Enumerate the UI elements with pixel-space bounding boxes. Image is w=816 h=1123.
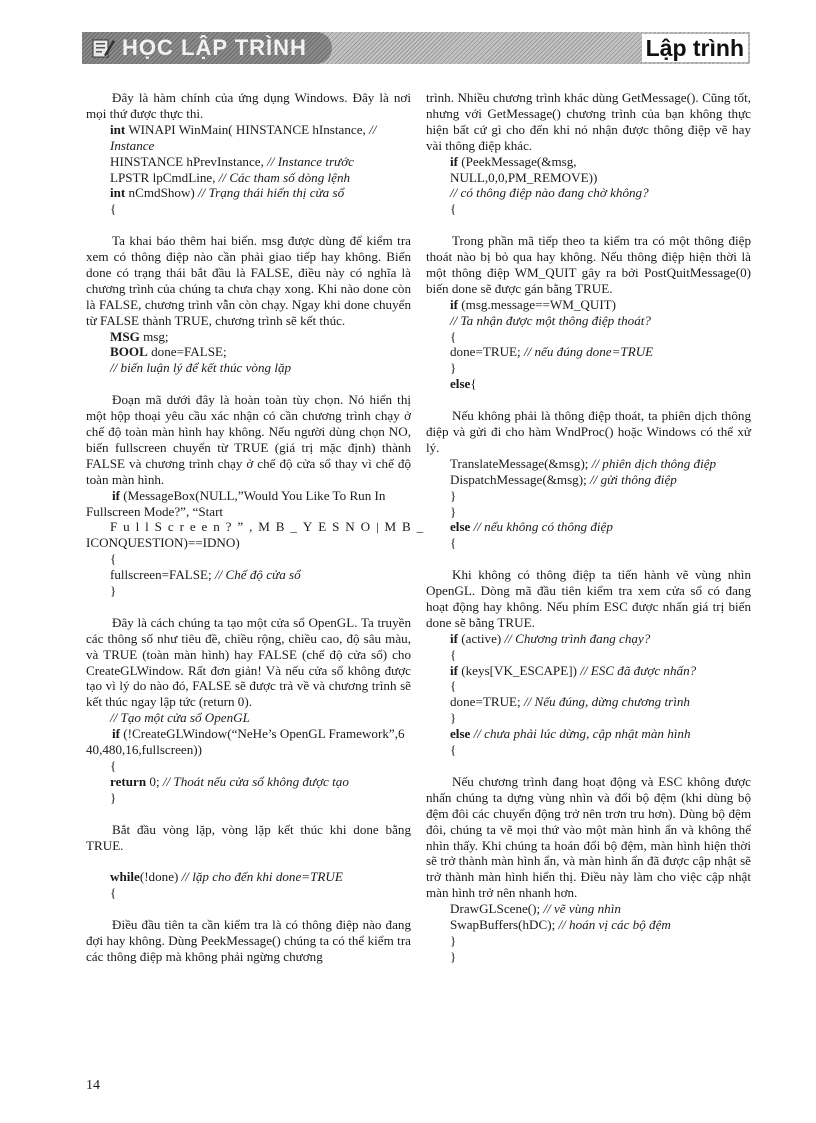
code-comment: // Nếu đúng, dừng chương trình <box>523 694 690 710</box>
code-line <box>426 344 751 360</box>
code-line <box>426 376 751 392</box>
code-line <box>86 329 411 345</box>
code-text: (msg.message==WM_QUIT) <box>458 296 617 312</box>
code-line <box>86 344 411 360</box>
code-comment: // Các tham số dòng lệnh <box>218 169 351 185</box>
code-keyword: else <box>450 376 471 392</box>
code-brace: { <box>110 551 117 567</box>
code-text: (keys[VK_ESCAPE]) <box>458 662 581 678</box>
header-title: HỌC LẬP TRÌNH <box>122 35 307 60</box>
code-line <box>86 488 411 520</box>
code-text: (!done) <box>139 869 182 885</box>
code-line <box>426 917 751 933</box>
code-comment: // Chương trình đang chạy? <box>504 630 651 646</box>
code-line <box>426 663 751 679</box>
code-brace: } <box>450 710 457 726</box>
code-comment: // gửi thông điệp <box>590 471 677 487</box>
code-line <box>426 631 751 647</box>
code-brace: { <box>450 678 457 694</box>
code-keyword: if <box>112 726 120 742</box>
code-text: (PeekMessage(&msg, <box>458 153 577 169</box>
code-comment: // lặp cho đến khi done=TRUE <box>181 869 343 885</box>
code-keyword: if <box>450 153 458 169</box>
code-line <box>86 774 411 790</box>
code-keyword: if <box>450 630 458 646</box>
paragraph: Trong phần mã tiếp theo ta kiểm tra có một thông điệp thoát nào bị bỏ qua hay không. Nếu thông điệp hiện thời là một thông điệp WM_QUIT gây ra bởi PostQuitMessage(0) biến done sẽ được gán bằng TRUE. <box>426 233 751 296</box>
paragraph: Bắt đầu vòng lặp, vòng lặp kết thúc khi done bằng TRUE. <box>86 821 411 853</box>
code-line <box>86 170 411 186</box>
code-brace: } <box>450 948 457 964</box>
code-keyword: else <box>450 519 471 535</box>
code-text: DispatchMessage(&msg); <box>450 471 591 487</box>
code-brace: } <box>450 487 457 503</box>
page-number: 14 <box>86 1078 100 1093</box>
code-text: TranslateMessage(&msg); <box>450 455 592 471</box>
code-text: WINAPI WinMain( HINSTANCE hInstance, <box>125 121 370 137</box>
code-brace: } <box>110 583 117 599</box>
code-comment: // Instance trước <box>267 153 354 169</box>
code-brace: { <box>110 885 117 901</box>
paragraph: trình. Nhiều chương trình khác dùng GetMessage(). Cũng tốt, nhưng với GetMessage() chương trình của bạn không thực hiện bất cứ gì cho đến khi nó nhận được thông điệp vẽ hay vài thông điệp khác. <box>426 90 751 153</box>
paragraph: Ta khai báo thêm hai biến. msg được dùng để kiểm tra xem có thông điệp nào cần phải giao tiếp hay không. Biến done có trạng thái bắt đầu là FALSE, điều này có nghĩa là chương trình của chúng ta chưa chạy xong. Khi nào done còn là FALSE, chương trình vẫn còn chạy. Ngay khi done chuyển từ FALSE thành TRUE, chương trình sẽ kết thúc. <box>86 233 411 328</box>
paragraph: Nếu không phải là thông điệp thoát, ta phiên dịch thông điệp và gửi đi cho hàm WndProc() hoặc Windows có thể xử lý. <box>426 408 751 455</box>
notebook-pen-icon <box>90 37 116 59</box>
code-brace: { <box>450 201 457 217</box>
code-text: HINSTANCE hPrevInstance, <box>110 153 268 169</box>
code-text: DrawGLScene(); <box>450 901 544 917</box>
paragraph: Nếu chương trình đang hoạt động và ESC không được nhấn chúng ta dựng vùng nhìn và đổi bộ đệm (khi dùng bộ đệm đôi các chuyển động trở nên trơn tru hơn). Dùng bộ đệm đôi, chúng ta vẽ mọi thứ vào một màn hình ẩn và không thể nhìn thấy. Khi chúng ta hoán đổi bộ đệm, màn hình hiện thời sẽ trở thành màn hình ẩn, và màn hình ẩn đã được cập nhật sẽ trở thành màn hình hiển thị. Điều này làm cho việc cập nhật màn hình trở nên nhanh hơn. <box>426 773 751 901</box>
code-comment: // phiên dịch thông điệp <box>591 455 717 471</box>
code-line <box>426 154 751 170</box>
code-comment: // Ta nhận được một thông điệp thoát? <box>450 312 651 328</box>
code-line: FullScreen?”,MB_YESNO|MB_ <box>110 519 430 535</box>
header-section-label: Lập trình <box>642 34 748 62</box>
code-keyword: return <box>110 773 147 789</box>
code-brace: } <box>450 932 457 948</box>
code-text: { <box>470 376 477 392</box>
code-line <box>86 567 411 583</box>
header-title-pill <box>82 32 332 64</box>
code-keyword: if <box>112 487 120 503</box>
code-line <box>86 185 411 201</box>
code-line <box>426 901 751 917</box>
code-line <box>426 694 751 710</box>
page-header <box>82 32 750 64</box>
code-comment: // ESC đã được nhấn? <box>580 662 697 678</box>
paragraph: Đây là hàm chính của ứng dụng Windows. Đây là nơi mọi thứ được thực thi. <box>86 90 411 121</box>
code-text: (!CreateGLWindow(“NeHe’s OpenGL Framework”,640,480,16,fullscreen)) <box>86 726 405 758</box>
code-brace: { <box>110 201 117 217</box>
code-comment: // có thông điệp nào đang chờ không? <box>450 185 649 201</box>
code-keyword: int <box>110 121 126 137</box>
paragraph: Đây là cách chúng ta tạo một cửa sổ OpenGL. Ta truyền các thông số như tiêu đề, chiều rộng, chiều cao, độ sâu màu, và TRUE (toàn màn hình) hay FALSE (chế độ cửa sổ) cho CreateGLWindow. Rất đơn giản! Và nếu cửa sổ không được tạo vì lý do nào đó, FALSE sẽ được trả về và chương trình sẽ kết thúc ngay lập tức (return 0). <box>86 614 411 710</box>
code-text: nCmdShow) <box>125 185 199 201</box>
code-brace: } <box>110 789 117 805</box>
code-keyword: BOOL <box>110 344 148 360</box>
code-line <box>426 726 751 742</box>
code-comment: // nếu đúng done=TRUE <box>523 344 654 360</box>
code-line <box>86 122 411 154</box>
paragraph: Điều đầu tiên ta cần kiểm tra là có thông điệp nào đang đợi hay không. Dùng PeekMessage() chúng ta có thể kiểm tra các thông điệp mà không phải ngừng chương <box>86 917 411 964</box>
code-comment: // Chế độ cửa sổ <box>214 567 301 583</box>
code-comment: // Instance <box>110 121 377 153</box>
code-comment: // chưa phải lúc dừng, cập nhật màn hình <box>470 726 691 742</box>
code-line <box>86 726 411 758</box>
right-column <box>426 90 751 965</box>
code-comment: // biến luận lý để kết thúc vòng lặp <box>110 360 292 376</box>
code-text: fullscreen=FALSE; <box>110 567 215 583</box>
code-comment: // vẽ vùng nhìn <box>543 901 621 917</box>
code-line <box>426 519 751 535</box>
left-column <box>86 90 430 965</box>
paragraph: Đoạn mã dưới đây là hoàn toàn tùy chọn. Nó hiển thị một hộp thoại yêu cầu xác nhận có cần chương trình chạy ở chế độ toàn màn hình hay không. Nếu người dùng chọn NO, biến fullscreen chuyển từ TRUE (giá trị mặc định) thành FALSE và chương trình chạy ở chế độ cửa sổ thay vì chế độ toàn màn hình. <box>86 392 411 487</box>
code-text: done=FALSE; <box>147 344 227 360</box>
code-line <box>426 297 751 313</box>
code-line <box>86 869 411 885</box>
code-brace: { <box>450 328 457 344</box>
code-comment: // Tạo một cửa sổ OpenGL <box>110 710 250 726</box>
code-keyword: else <box>450 726 471 742</box>
code-keyword: if <box>450 662 458 678</box>
code-text: (active) <box>458 630 505 646</box>
code-comment: // nếu không có thông điệp <box>470 519 613 535</box>
code-line <box>426 456 751 472</box>
code-text: (MessageBox(NULL,”Would You Like To Run In Fullscreen Mode?”, “Start <box>86 487 386 519</box>
code-keyword: MSG <box>110 328 140 344</box>
code-line: ICONQUESTION)==IDNO) <box>86 535 240 551</box>
code-line <box>426 472 751 488</box>
code-brace: { <box>450 646 457 662</box>
code-text: LPSTR lpCmdLine, <box>110 169 219 185</box>
code-keyword: if <box>450 296 458 312</box>
code-keyword: int <box>110 185 126 201</box>
code-brace: } <box>450 360 457 376</box>
code-brace: { <box>450 742 457 758</box>
code-line: NULL,0,0,PM_REMOVE)) <box>450 169 598 185</box>
code-text: done=TRUE; <box>450 344 524 360</box>
code-brace: } <box>450 503 457 519</box>
paragraph: Khi không có thông điệp ta tiến hành vẽ vùng nhìn OpenGL. Dòng mã đầu tiên kiểm tra xem cửa sổ có đang hoạt động hay không. Nếu phím ESC được nhấn giá trị biến done sẽ bằng TRUE. <box>426 567 751 630</box>
code-text: SwapBuffers(hDC); <box>450 917 559 933</box>
code-keyword: while <box>110 869 140 885</box>
code-line <box>86 154 411 170</box>
code-brace: { <box>450 535 457 551</box>
code-comment: // hoán vị các bộ đệm <box>558 917 671 933</box>
code-comment: // Thoát nếu cửa sổ không được tạo <box>162 773 349 789</box>
code-text: done=TRUE; <box>450 694 524 710</box>
code-text: msg; <box>139 328 169 344</box>
code-comment: // Trạng thái hiển thị cửa sổ <box>198 185 345 201</box>
code-text: 0; <box>146 773 163 789</box>
code-brace: { <box>110 758 117 774</box>
